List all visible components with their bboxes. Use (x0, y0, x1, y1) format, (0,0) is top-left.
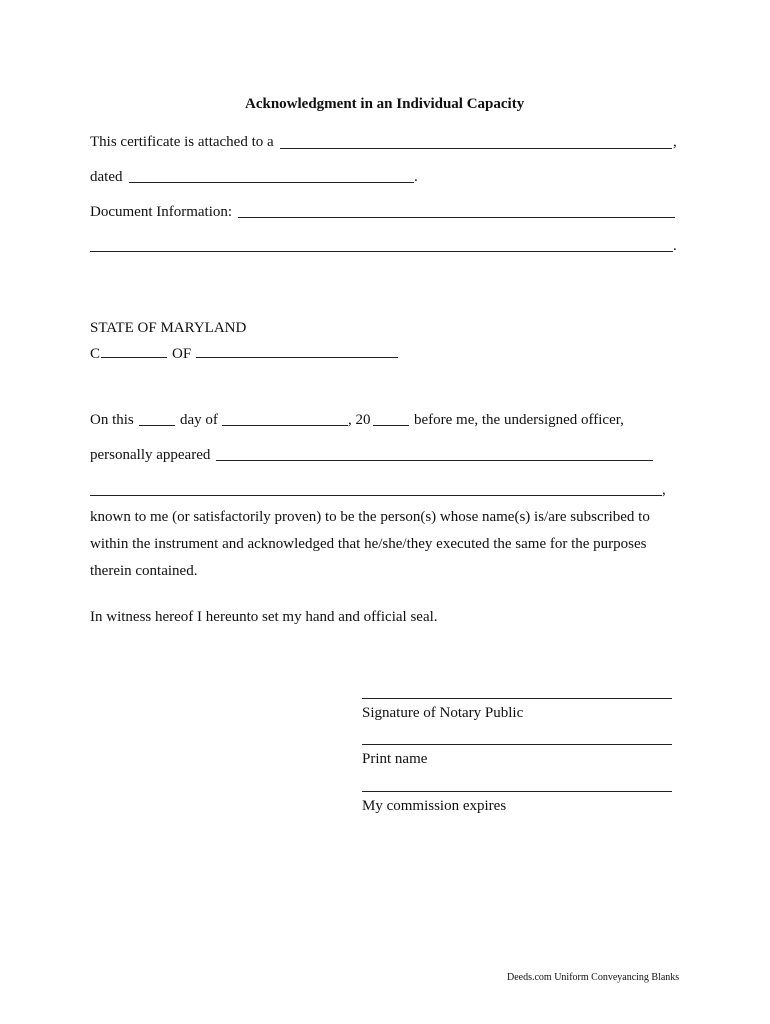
notary-signature-line[interactable] (362, 698, 672, 699)
certificate-attached-label: This certificate is attached to a (90, 134, 274, 150)
footer-text: Deeds.com Uniform Conveyancing Blanks (507, 972, 680, 983)
print-name-label: Print name (362, 751, 428, 767)
comma-punctuation: , (673, 134, 677, 150)
period-punctuation: . (673, 238, 677, 254)
year-prefix: , 20 (348, 412, 371, 428)
appearing-person-blank[interactable] (216, 460, 653, 461)
attached-document-blank[interactable] (280, 148, 672, 149)
appearing-person-blank-2[interactable] (90, 495, 662, 496)
comma-punctuation: , (662, 482, 666, 498)
personally-appeared-label: personally appeared (90, 447, 211, 463)
document-information-label: Document Information: (90, 204, 233, 220)
document-information-blank[interactable] (238, 217, 675, 218)
body-text-line-2: within the instrument and acknowledged that he/she/they executed the same for the purposes (90, 536, 647, 552)
dated-blank[interactable] (129, 182, 414, 183)
dated-label: dated (90, 169, 123, 185)
state-heading: STATE OF MARYLAND (90, 320, 247, 336)
witness-statement: In witness hereof I hereunto set my hand and official seal. (90, 609, 438, 625)
signature-label: Signature of Notary Public (362, 705, 524, 721)
month-blank[interactable] (222, 425, 348, 426)
county-type-blank[interactable] (101, 357, 167, 358)
day-blank[interactable] (139, 425, 175, 426)
period-punctuation: . (414, 169, 418, 185)
body-text-line-1: known to me (or satisfactorily proven) to be the person(s) whose name(s) is/are subscribed to (90, 509, 650, 525)
county-of-label: OF (172, 346, 192, 362)
commission-expires-label: My commission expires (362, 798, 507, 814)
commission-expires-line[interactable] (362, 791, 672, 792)
before-me-text: before me, the undersigned officer, (414, 412, 624, 428)
on-this-label: On this (90, 412, 134, 428)
day-of-label: day of (180, 412, 218, 428)
document-information-blank-2[interactable] (90, 251, 673, 252)
body-text-line-3: therein contained. (90, 563, 198, 579)
document-title: Acknowledgment in an Individual Capacity (245, 96, 525, 112)
county-prefix: C (90, 346, 101, 362)
print-name-line[interactable] (362, 744, 672, 745)
year-blank[interactable] (373, 425, 409, 426)
county-name-blank[interactable] (196, 357, 398, 358)
